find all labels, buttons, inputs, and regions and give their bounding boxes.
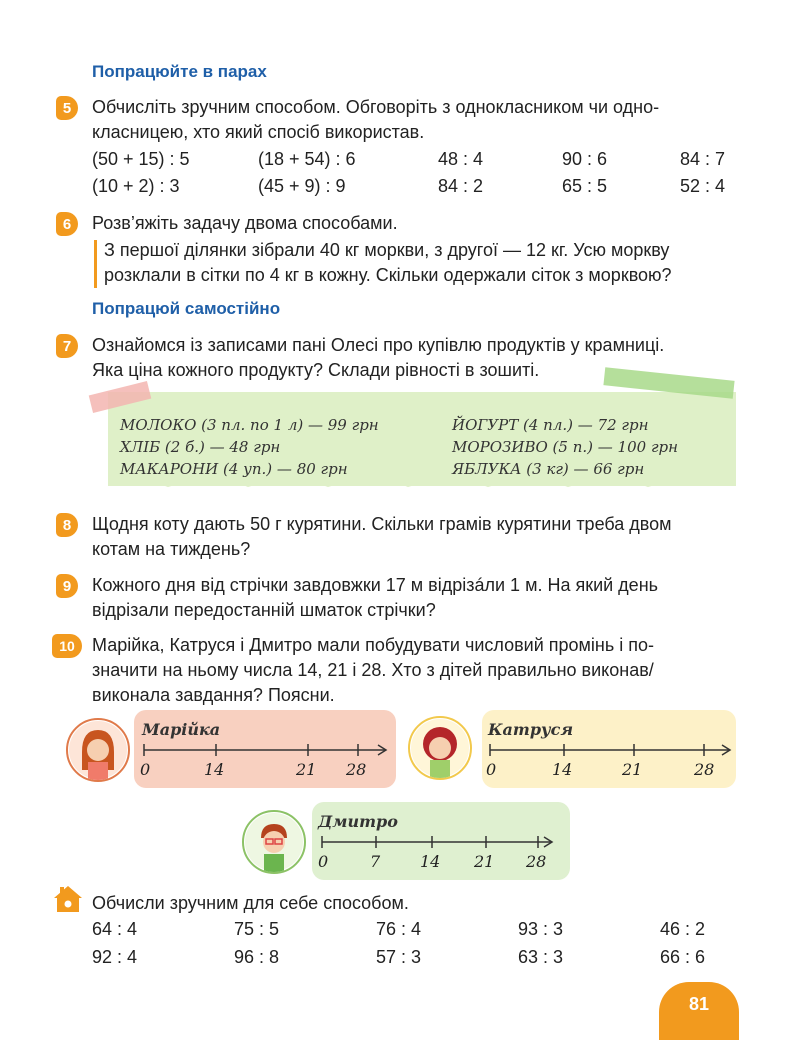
tick-label: 28 bbox=[346, 760, 367, 779]
expression: (10 + 2) : 3 bbox=[92, 176, 180, 196]
task10-text-line2: значити на ньому числа 14, 21 і 28. Хто з дітей правильно виконав/ bbox=[92, 660, 654, 680]
note-line: ХЛІБ (2 б.) — 48 грн bbox=[120, 438, 281, 456]
task-number-5: 5 bbox=[56, 96, 78, 120]
section-title-pairs: Попрацюйте в парах bbox=[92, 62, 267, 81]
shopping-note bbox=[108, 392, 736, 486]
expression: (18 + 54) : 6 bbox=[258, 149, 356, 169]
tick-label: 0 bbox=[318, 852, 329, 871]
task5-text-line2: класницею, хто який спосіб використав. bbox=[92, 122, 425, 142]
tick-label: 14 bbox=[552, 760, 573, 779]
house-icon bbox=[52, 884, 84, 914]
section-title-self: Попрацюй самостійно bbox=[92, 299, 281, 318]
expression: 57 : 3 bbox=[376, 947, 422, 967]
task9-text-line1: Кожного дня від стрічки завдовжки 17 м відрізáли 1 м. На який день bbox=[92, 575, 659, 595]
expression: 63 : 3 bbox=[518, 947, 564, 967]
task-number-8: 8 bbox=[56, 513, 78, 537]
note-line: ЯБЛУКА (3 кг) — 66 грн bbox=[452, 460, 645, 478]
expression: (45 + 9) : 9 bbox=[258, 176, 346, 196]
tick-label: 28 bbox=[526, 852, 547, 871]
homework-text: Обчисли зручним для себе способом. bbox=[92, 893, 409, 913]
tick-label: 21 bbox=[474, 852, 495, 871]
note-line: МОРОЗИВО (5 п.) — 100 грн bbox=[452, 438, 679, 456]
expression: 90 : 6 bbox=[562, 149, 608, 169]
task7-text-line2: Яка ціна кожного продукту? Склади рівності в зошиті. bbox=[92, 360, 540, 380]
expression: (50 + 15) : 5 bbox=[92, 149, 190, 169]
expression: 76 : 4 bbox=[376, 919, 422, 939]
expression: 75 : 5 bbox=[234, 919, 280, 939]
tick-label: 21 bbox=[296, 760, 317, 779]
expression: 93 : 3 bbox=[518, 919, 564, 939]
expression: 84 : 7 bbox=[680, 149, 726, 169]
task-number-9: 9 bbox=[56, 574, 78, 598]
task-number-7: 7 bbox=[56, 334, 78, 358]
quote-bar bbox=[94, 240, 97, 288]
expression: 96 : 8 bbox=[234, 947, 280, 967]
task6-problem-line2: розклали в сітки по 4 кг в кожну. Скільки одержали сіток з морквою? bbox=[104, 265, 672, 285]
note-line: МАКАРОНИ (4 уп.) — 80 грн bbox=[120, 460, 348, 478]
tick-label: 21 bbox=[622, 760, 643, 779]
card-name: Катруся bbox=[488, 720, 574, 739]
note-line: МОЛОКО (3 пл. по 1 л) — 99 грн bbox=[120, 416, 379, 434]
task6-problem-line1: З першої ділянки зібрали 40 кг моркви, з другої — 12 кг. Усю моркву bbox=[104, 240, 670, 260]
expression: 84 : 2 bbox=[438, 176, 484, 196]
card-name: Дмитро bbox=[318, 812, 398, 831]
expression: 48 : 4 bbox=[438, 149, 484, 169]
expression: 92 : 4 bbox=[92, 947, 138, 967]
expression: 46 : 2 bbox=[660, 919, 706, 939]
avatar-girl-katrusia bbox=[408, 716, 472, 780]
tick-label: 14 bbox=[204, 760, 225, 779]
task9-text-line2: відрізали передостанній шматок стрічки? bbox=[92, 600, 436, 620]
task7-text-line1: Ознайомся із записами пані Олесі про купівлю продуктів у крамниці. bbox=[92, 335, 665, 355]
expression: 64 : 4 bbox=[92, 919, 138, 939]
number-line-card-dmytro bbox=[312, 802, 570, 880]
task6-text: Розв’яжіть задачу двома способами. bbox=[92, 213, 398, 233]
tick-label: 0 bbox=[140, 760, 151, 779]
tick-label: 0 bbox=[486, 760, 497, 779]
card-name: Марійка bbox=[142, 720, 221, 739]
note-line: ЙОГУРТ (4 пл.) — 72 грн bbox=[452, 416, 649, 434]
task5-text-line1: Обчисліть зручним способом. Обговоріть з однокласником чи одно- bbox=[92, 97, 660, 117]
tick-label: 28 bbox=[694, 760, 715, 779]
expression: 52 : 4 bbox=[680, 176, 726, 196]
task-number-10: 10 bbox=[52, 634, 82, 658]
task10-text-line1: Марійка, Катруся і Дмитро мали побудувати числовий промінь і по- bbox=[92, 635, 654, 655]
number-line-card-katrusia bbox=[482, 710, 736, 788]
tick-label: 14 bbox=[420, 852, 441, 871]
avatar-girl-marijka bbox=[66, 718, 130, 782]
task10-text-line3: виконала завдання? Поясни. bbox=[92, 685, 335, 705]
task8-text-line2: котам на тиждень? bbox=[92, 539, 251, 559]
expression: 66 : 6 bbox=[660, 947, 706, 967]
task-number-6: 6 bbox=[56, 212, 78, 236]
tick-label: 7 bbox=[370, 852, 381, 871]
task8-text-line1: Щодня коту дають 50 г курятини. Скільки грамів курятини треба двом bbox=[92, 514, 672, 534]
page-number: 81 bbox=[659, 982, 739, 1040]
expression: 65 : 5 bbox=[562, 176, 608, 196]
avatar-boy-dmytro bbox=[242, 810, 306, 874]
number-line-card-marijka bbox=[134, 710, 396, 788]
